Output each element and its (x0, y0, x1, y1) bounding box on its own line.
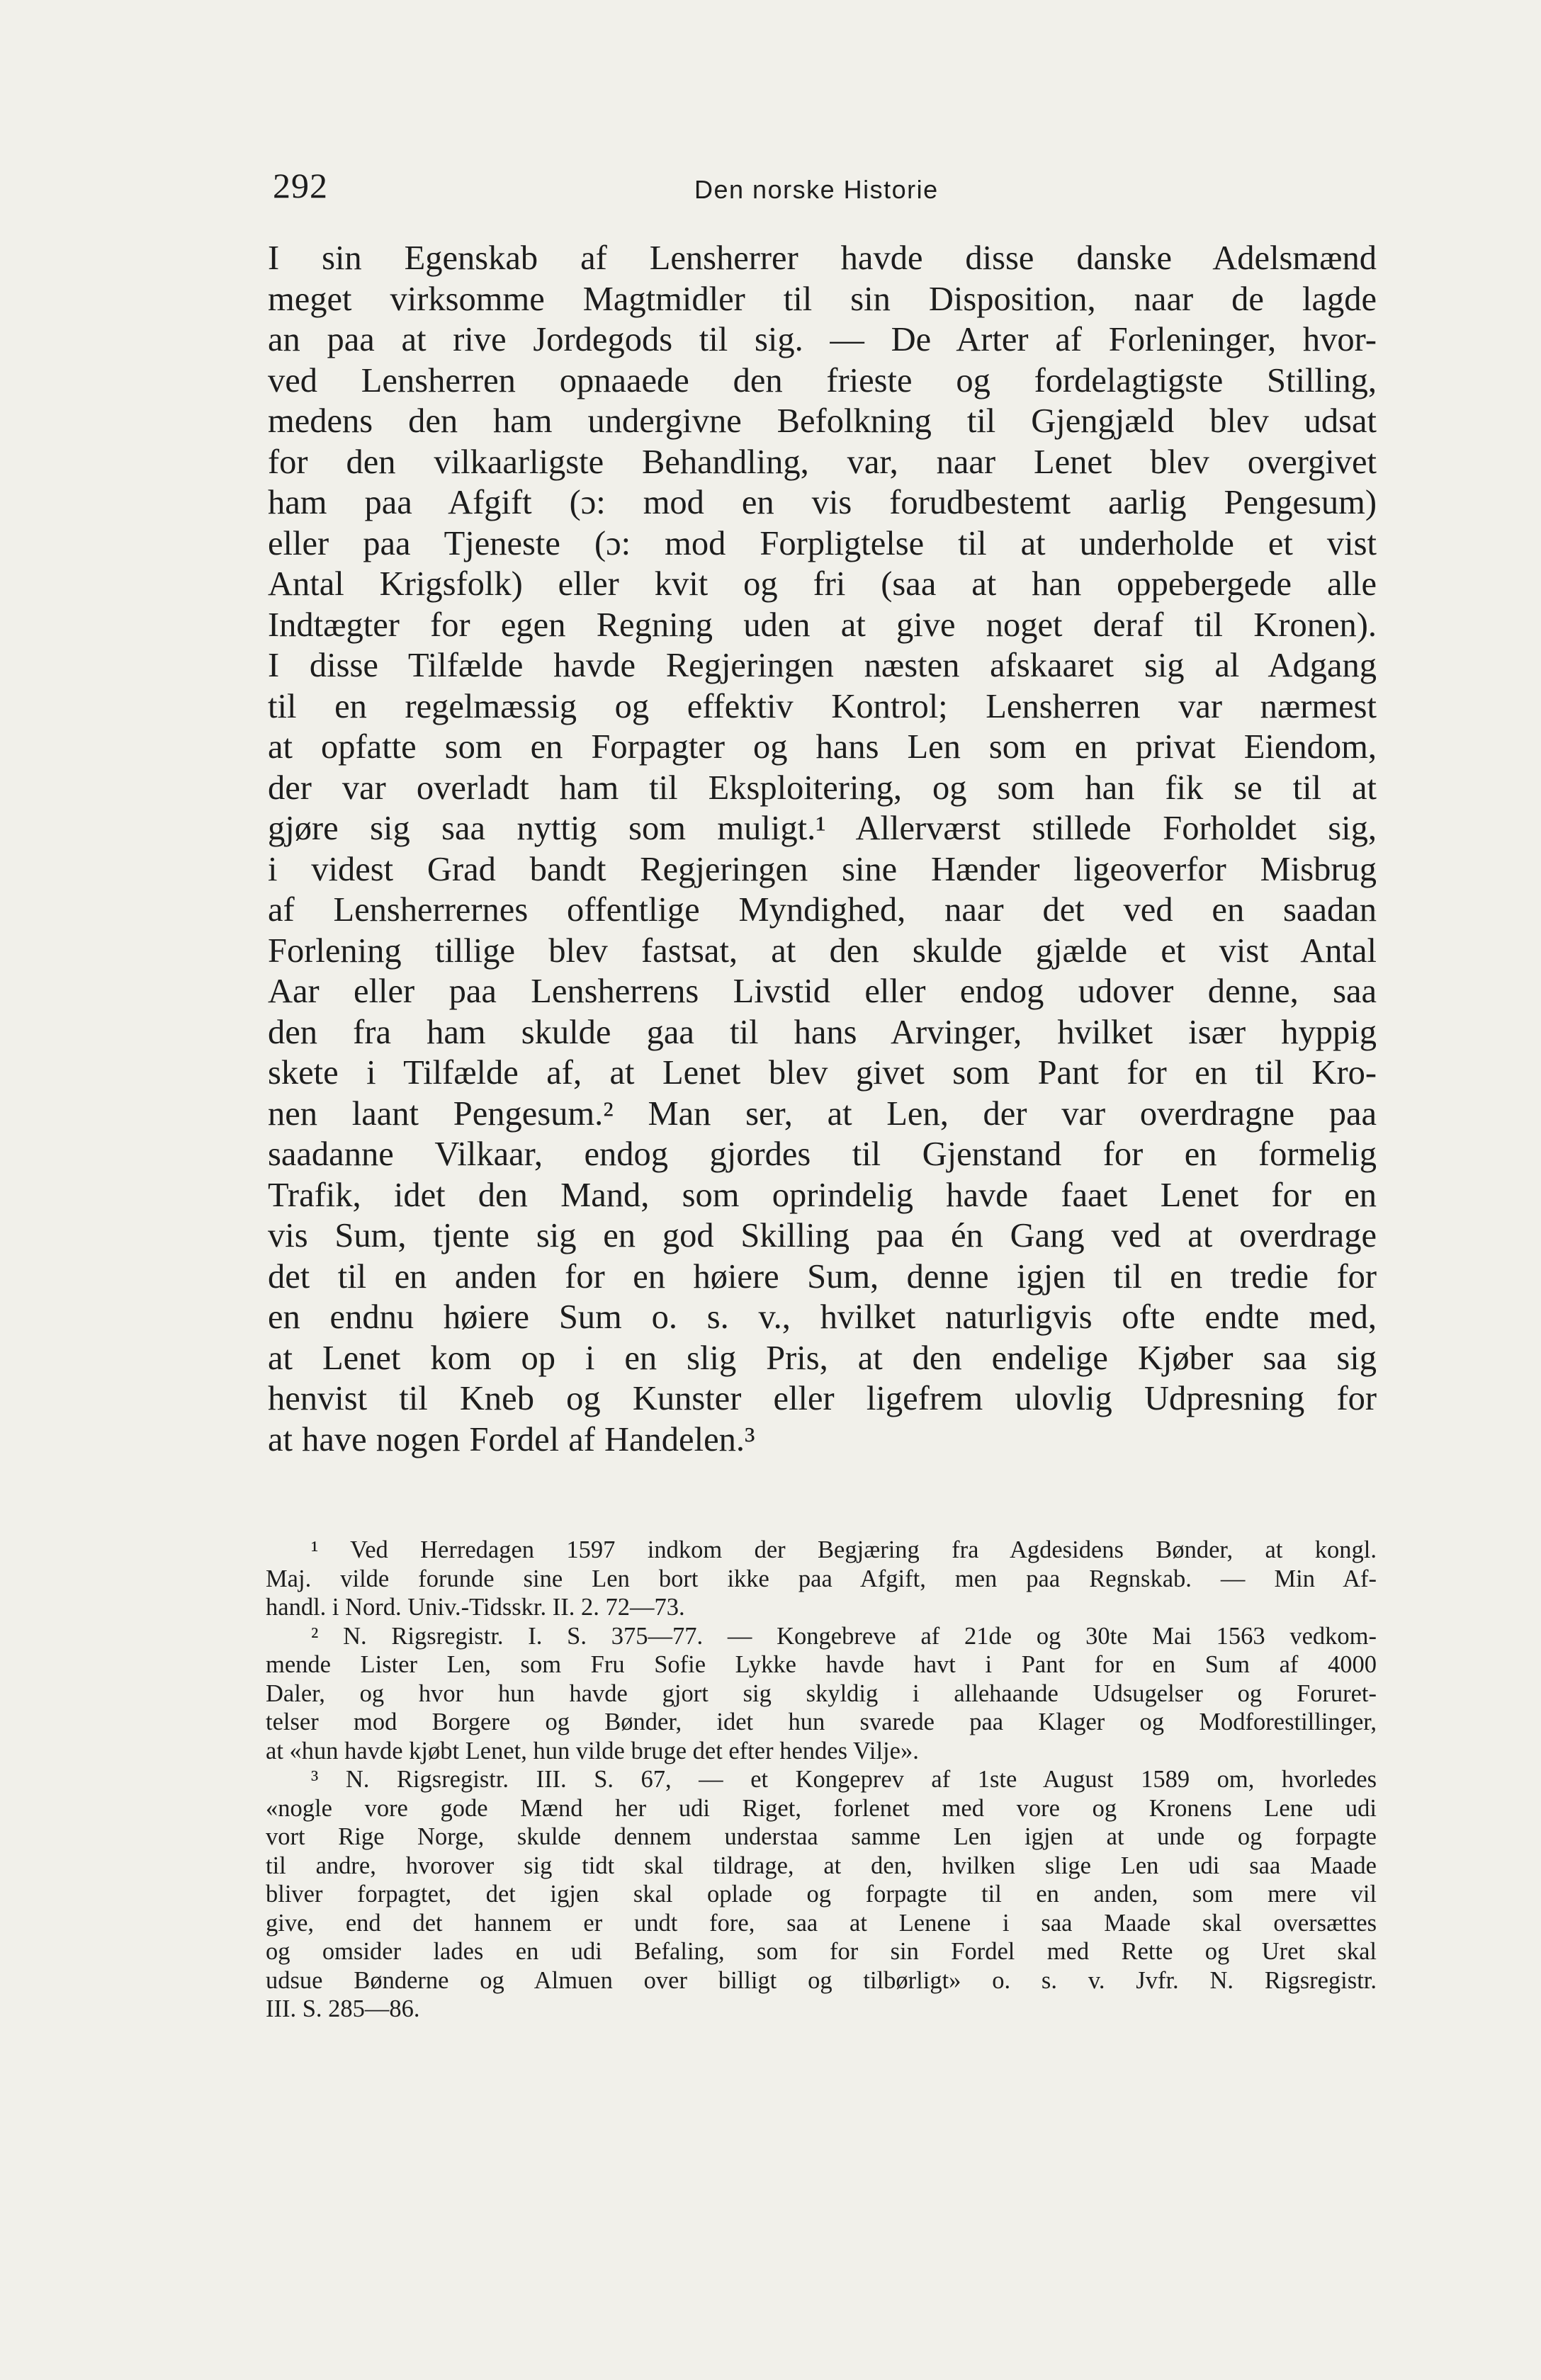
body-line: for den vilkaarligste Behandling, var, naar Lenet blev overgivet (268, 443, 1377, 481)
footnote-line: bliver forpagtet, det igjen skal oplade og forpagte til en anden, som mere vil (266, 1881, 1377, 1908)
footnote-line: at «hun havde kjøbt Lenet, hun vilde bruge det efter hendes Vilje». (266, 1737, 919, 1764)
body-line: ved Lensherren opnaaede den frieste og fordelagtigste Stilling, (268, 361, 1377, 400)
footnote-line: III. S. 285—86. (266, 1995, 420, 2022)
body-line: i videst Grad bandt Regjeringen sine Hænder ligeoverfor Misbrug (268, 850, 1377, 888)
footnote-line: «nogle vore gode Mænd her udi Riget, forlenet med vore og Kronens Lene udi (266, 1794, 1377, 1822)
body-line: medens den ham undergivne Befolkning til Gjengjæld blev udsat (268, 402, 1377, 440)
running-title: Den norske Historie (694, 175, 939, 204)
footnote-line: til andre, hvorover sig tidt skal tildrage, at den, hvilken slige Len udi saa Maade (266, 1852, 1377, 1879)
body-text (268, 238, 1377, 1460)
body-line: henvist til Kneb og Kunster eller ligefrem ulovlig Udpresning for (268, 1380, 1377, 1417)
body-line: Aar eller paa Lensherrens Livstid eller endog udover denne, saa (268, 973, 1377, 1010)
footnote-line: telser mod Borgere og Bønder, idet hun svarede paa Klager og Modforestillinger, (266, 1708, 1377, 1735)
body-line: at Lenet kom op i en slig Pris, at den endelige Kjøber saa sig (268, 1339, 1377, 1377)
body-line: I sin Egenskab af Lensherrer havde disse danske Adelsmænd (268, 239, 1377, 277)
footnotes (266, 1536, 1377, 2024)
body-line: det til en anden for en høiere Sum, denne igjen til en tredie for (268, 1257, 1377, 1296)
body-line: vis Sum, tjente sig en god Skilling paa én Gang ved at overdrage (268, 1217, 1377, 1254)
body-line: Trafik, idet den Mand, som oprindelig havde faaet Lenet for en (268, 1176, 1377, 1214)
footnote-line: ¹ Ved Herredagen 1597 indkom der Begjæring fra Agdesidens Bønder, at kongl. (311, 1536, 1377, 1563)
body-line: der var overladt ham til Eksploitering, og som han fik se til at (268, 769, 1377, 807)
body-line: at have nogen Fordel af Handelen.³ (268, 1420, 755, 1458)
body-line: nen laant Pengesum.² Man ser, at Len, der var overdragne paa (268, 1094, 1377, 1133)
footnote-line: ³ N. Rigsregistr. III. S. 67, — et Kongeprev af 1ste August 1589 om, hvorledes (311, 1766, 1377, 1793)
body-line: at opfatte som en Forpagter og hans Len som en privat Eiendom, (268, 728, 1377, 766)
body-line: Antal Krigsfolk) eller kvit og fri (saa at han oppebergede alle (268, 565, 1377, 603)
body-line: Forlening tillige blev fastsat, at den skulde gjælde et vist Antal (268, 931, 1377, 970)
running-head (273, 164, 1382, 214)
footnote-line: ² N. Rigsregistr. I. S. 375—77. — Kongebreve af 21de og 30te Mai 1563 vedkom- (311, 1622, 1377, 1650)
body-line: en endnu høiere Sum o. s. v., hvilket naturligvis ofte endte med, (268, 1298, 1377, 1336)
body-line: gjøre sig saa nyttig som muligt.¹ Allerværst stillede Forholdet sig, (268, 810, 1377, 847)
body-line: meget virksomme Magtmidler til sin Disposition, naar de lagde (268, 280, 1377, 318)
page-number: 292 (273, 166, 328, 205)
body-line: til en regelmæssig og effektiv Kontrol; Lensherren var nærmest (268, 687, 1377, 725)
footnote-line: give, end det hannem er undt fore, saa at Lenene i saa Maade skal oversættes (266, 1909, 1377, 1937)
body-line: af Lensherrernes offentlige Myndighed, naar det ved en saadan (268, 891, 1377, 929)
footnote-line: handl. i Nord. Univ.-Tidsskr. II. 2. 72—73. (266, 1594, 685, 1621)
footnote-line: mende Lister Len, som Fru Sofie Lykke havde havt i Pant for en Sum af 4000 (266, 1651, 1377, 1678)
body-line: den fra ham skulde gaa til hans Arvinger, hvilket især hyppig (268, 1013, 1377, 1051)
footnote-line: Daler, og hvor hun havde gjort sig skyldig i allehaande Udsugelser og Foruret- (266, 1679, 1377, 1707)
footnote-line: og omsider lades en udi Befaling, som for sin Fordel med Rette og Uret skal (266, 1938, 1377, 1965)
body-line: an paa at rive Jordegods til sig. — De Arter af Forleninger, hvor- (268, 321, 1377, 358)
footnote-line: Maj. vilde forunde sine Len bort ikke paa Afgift, men paa Regnskab. — Min Af- (266, 1565, 1377, 1592)
footnote-line: udsue Bønderne og Almuen over billigt og tilbørligt» o. s. v. Jvfr. N. Rigsregistr. (266, 1966, 1377, 1994)
body-line: saadanne Vilkaar, endog gjordes til Gjenstand for en formelig (268, 1135, 1377, 1173)
footnote-line: vort Rige Norge, skulde dennem understaa samme Len igjen at unde og forpagte (266, 1823, 1377, 1850)
body-line: ham paa Afgift (ɔ: mod en vis forudbestemt aarlig Pengesum) (268, 484, 1377, 521)
body-line: I disse Tilfælde havde Regjeringen næsten afskaaret sig al Adgang (268, 647, 1377, 684)
body-line: Indtægter for egen Regning uden at give noget deraf til Kronen). (268, 606, 1377, 644)
body-line: skete i Tilfælde af, at Lenet blev givet som Pant for en til Kro- (268, 1054, 1377, 1092)
body-line: eller paa Tjeneste (ɔ: mod Forpligtelse til at underholde et vist (268, 524, 1377, 562)
